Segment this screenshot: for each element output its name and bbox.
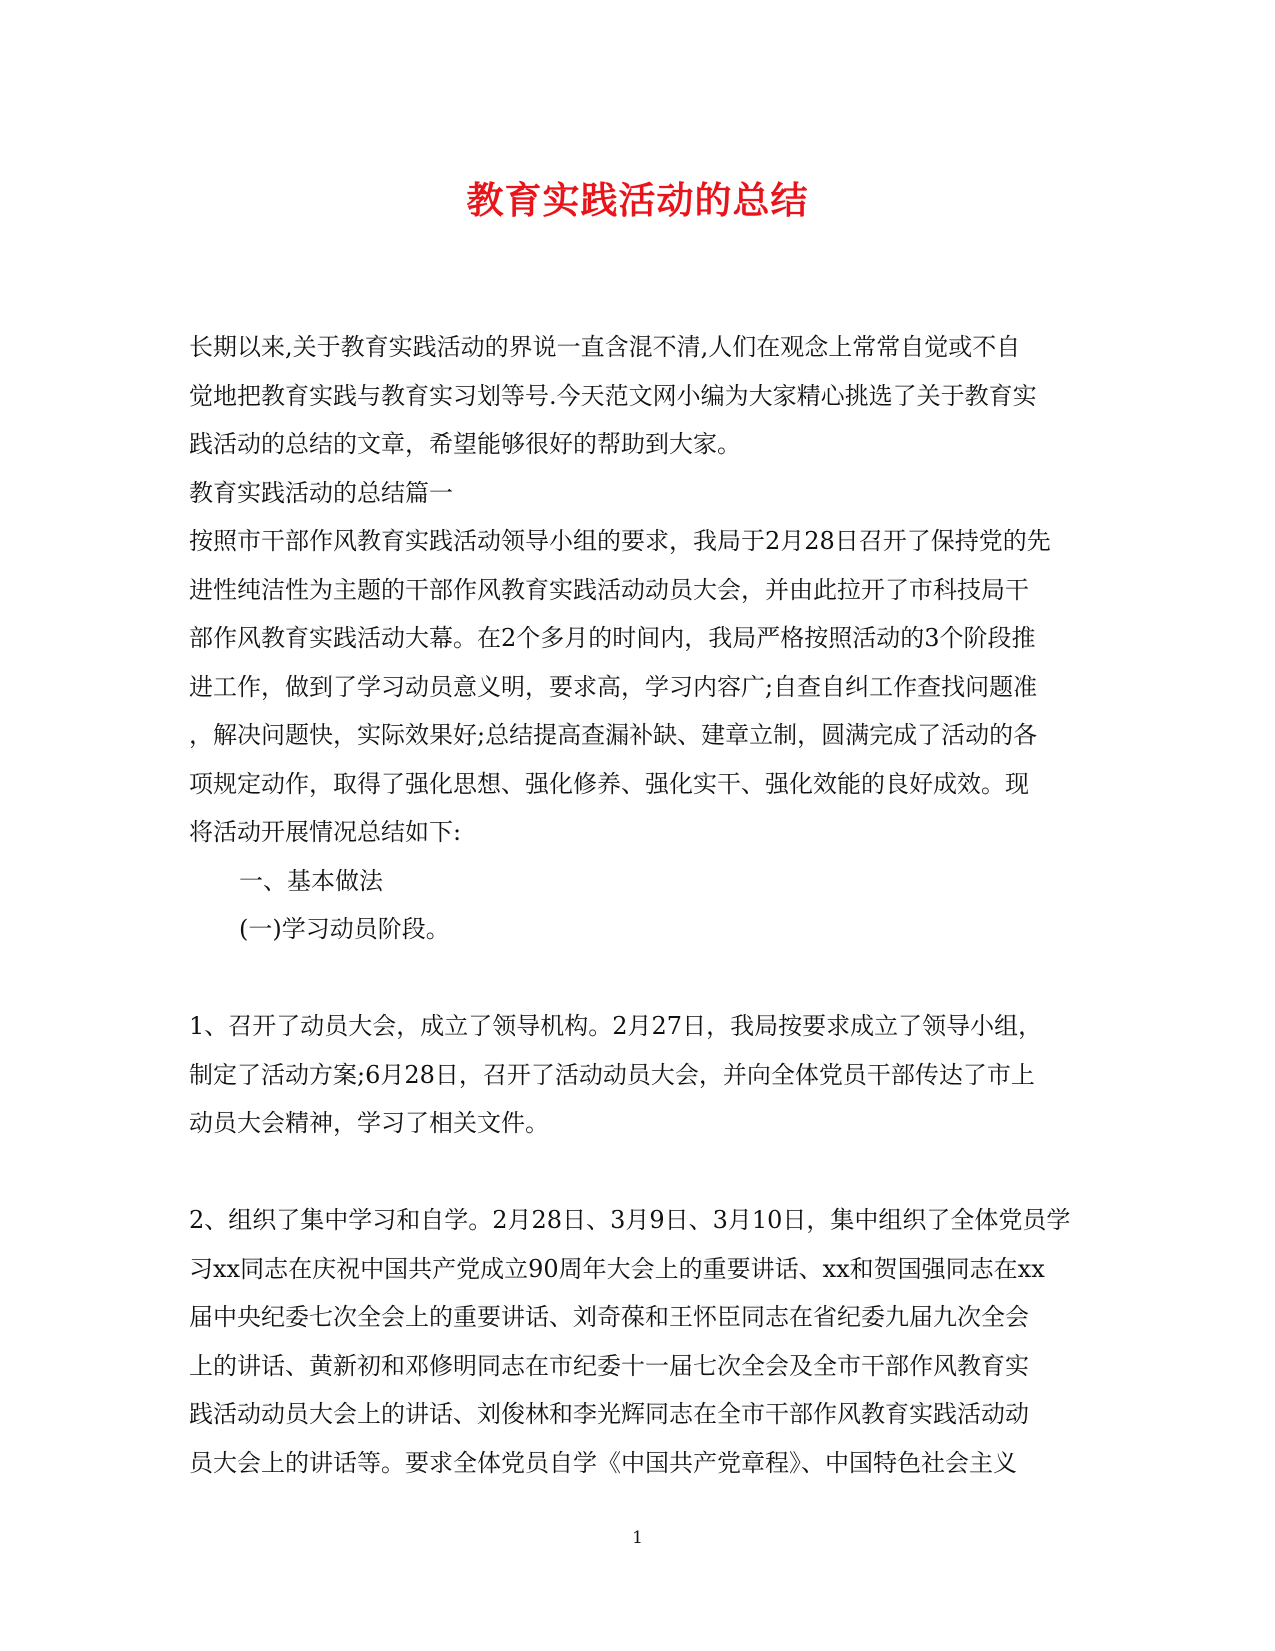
item-line: 届中央纪委七次全会上的重要讲话、刘奇葆和王怀臣同志在省纪委九届九次全会: [189, 1303, 1029, 1331]
intro-line: 长期以来,关于教育实践活动的界说一直含混不清,人们在观念上常常自觉或不自: [189, 333, 1021, 361]
page-number: 1: [632, 1528, 643, 1548]
paragraph-line: 进性纯洁性为主题的干部作风教育实践活动动员大会，并由此拉开了市科技局干: [189, 575, 1029, 604]
document-title: 教育实践活动的总结: [466, 178, 809, 222]
item-line: 习xx同志在庆祝中国共产党成立90周年大会上的重要讲话、xx和贺国强同志在xx: [189, 1254, 1045, 1283]
heading-study-stage: (一)学习动员阶段。: [239, 915, 450, 943]
item-line: 员大会上的讲话等。要求全体党员自学《中国共产党章程》、中国特色社会主义: [189, 1448, 1017, 1477]
intro-line: 觉地把教育实践与教育实习划等号.今天范文网小编为大家精心挑选了关于教育实: [189, 381, 1037, 410]
item-line: 上的讲话、黄新初和邓修明同志在市纪委十一届七次全会及全市干部作风教育实: [189, 1351, 1029, 1380]
paragraph-line: 将活动开展情况总结如下:: [189, 818, 462, 846]
item-line: 动员大会精神，学习了相关文件。: [189, 1109, 549, 1137]
paragraph-line: 部作风教育实践活动大幕。在2个多月的时间内，我局严格按照活动的3个阶段推: [189, 624, 1036, 652]
item-line: 制定了活动方案;6月28日，召开了活动动员大会，并向全体党员干部传达了市上: [189, 1060, 1035, 1089]
document-body: [189, 323, 1089, 1487]
intro-line: 践活动的总结的文章，希望能够很好的帮助到大家。: [189, 430, 741, 458]
paragraph-line: 项规定动作，取得了强化思想、强化修养、强化实干、强化效能的良好成效。现: [189, 769, 1029, 798]
paragraph-gap: [189, 954, 1089, 1003]
item-line: 1、召开了动员大会，成立了领导机构。2月27日，我局按要求成立了领导小组，: [189, 1012, 1043, 1040]
item-line: 践活动动员大会上的讲话、刘俊林和李光辉同志在全市干部作风教育实践活动动: [189, 1400, 1029, 1428]
paragraph-gap: [189, 1148, 1089, 1197]
section-title: 教育实践活动的总结篇一: [189, 478, 453, 507]
paragraph-line: 进工作，做到了学习动员意义明，要求高，学习内容广;自查自纠工作查找问题准: [189, 672, 1038, 701]
heading-basic-approach: 一、基本做法: [239, 866, 383, 895]
paragraph-line: ，解决问题快，实际效果好;总结提高查漏补缺、建章立制，圆满完成了活动的各: [189, 721, 1038, 749]
item-line: 2、组织了集中学习和自学。2月28日、3月9日、3月10日，集中组织了全体党员学: [189, 1206, 1071, 1234]
paragraph-line: 按照市干部作风教育实践活动领导小组的要求，我局于2月28日召开了保持党的先: [189, 527, 1051, 555]
